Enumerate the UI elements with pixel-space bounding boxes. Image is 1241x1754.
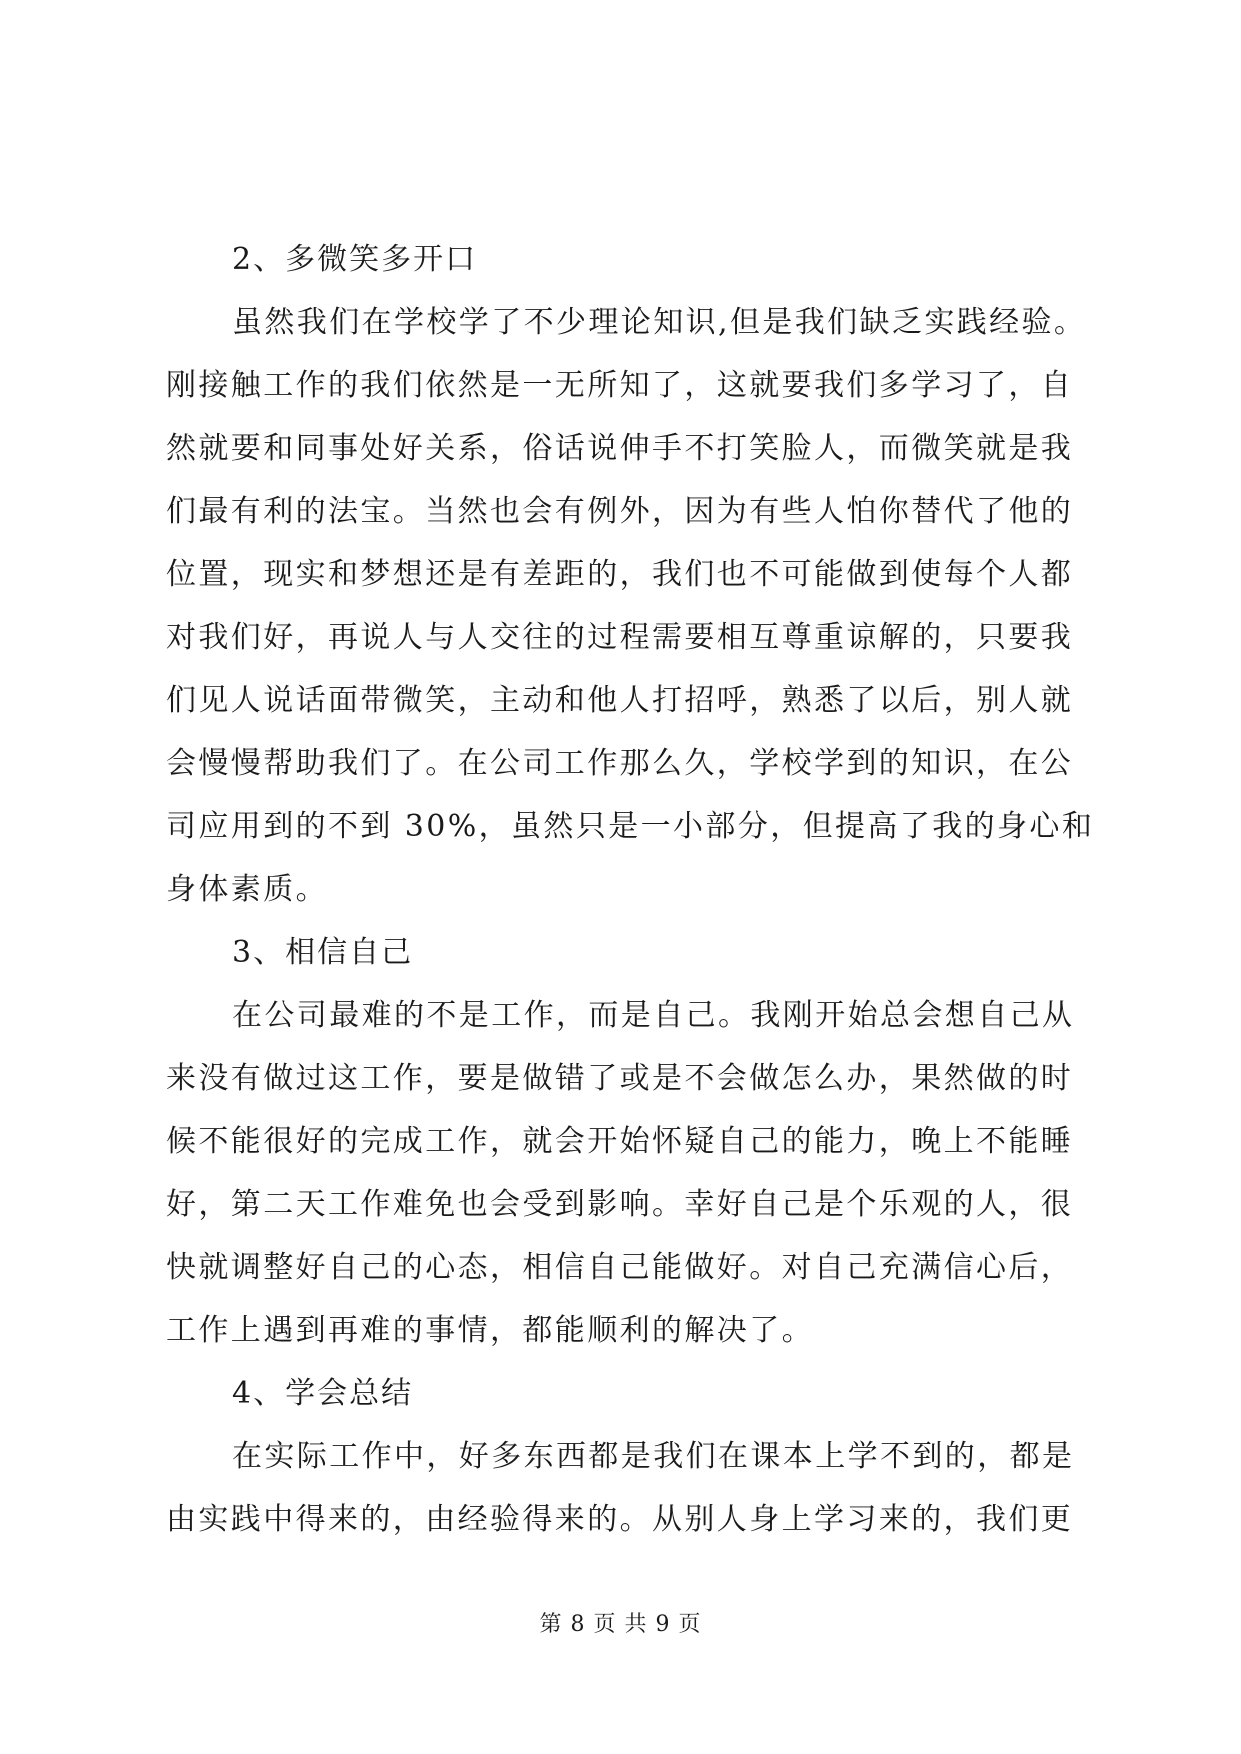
paragraph-line: 刚接触工作的我们依然是一无所知了，这就要我们多学习了，自 (166, 368, 1074, 403)
paragraph-line: 位置，现实和梦想还是有差距的，我们也不可能做到使每个人都 (166, 557, 1074, 592)
paragraph-line: 司应用到的不到 30%，虽然只是一小部分，但提高了我的身心和 (166, 809, 1095, 844)
paragraph-line: 虽然我们在学校学了不少理论知识,但是我们缺乏实践经验。 (232, 305, 1087, 340)
paragraph-line: 们最有利的法宝。当然也会有例外，因为有些人怕你替代了他的 (166, 494, 1074, 529)
paragraph-line: 在公司最难的不是工作，而是自己。我刚开始总会想自己从 (232, 998, 1075, 1033)
paragraph-line: 工作上遇到再难的事情，都能顺利的解决了。 (166, 1313, 814, 1348)
paragraph-line: 会慢慢帮助我们了。在公司工作那么久，学校学到的知识，在公 (166, 746, 1074, 781)
document-body (166, 228, 1126, 1551)
paragraph-line: 身体素质。 (166, 872, 328, 907)
paragraph-line: 好，第二天工作难免也会受到影响。幸好自己是个乐观的人，很 (166, 1187, 1074, 1222)
paragraph-line: 候不能很好的完成工作，就会开始怀疑自己的能力，晚上不能睡 (166, 1124, 1074, 1159)
section-heading-3: 3、相信自己 (232, 935, 414, 970)
section-heading-4: 4、学会总结 (232, 1376, 414, 1411)
paragraph-line: 在实际工作中，好多东西都是我们在课本上学不到的，都是 (232, 1439, 1075, 1474)
paragraph-line: 对我们好，再说人与人交往的过程需要相互尊重谅解的，只要我 (166, 620, 1074, 655)
paragraph-line: 来没有做过这工作，要是做错了或是不会做怎么办，果然做的时 (166, 1061, 1074, 1096)
page-number-footer: 第 8 页 共 9 页 (539, 1612, 702, 1637)
paragraph-line: 快就调整好自己的心态，相信自己能做好。对自己充满信心后， (166, 1250, 1074, 1285)
paragraph-line: 由实践中得来的，由经验得来的。从别人身上学习来的，我们更 (166, 1502, 1074, 1537)
paragraph-line: 们见人说话面带微笑，主动和他人打招呼，熟悉了以后，别人就 (166, 683, 1074, 718)
section-heading-2: 2、多微笑多开口 (232, 242, 478, 277)
paragraph-line: 然就要和同事处好关系，俗话说伸手不打笑脸人，而微笑就是我 (166, 431, 1074, 466)
